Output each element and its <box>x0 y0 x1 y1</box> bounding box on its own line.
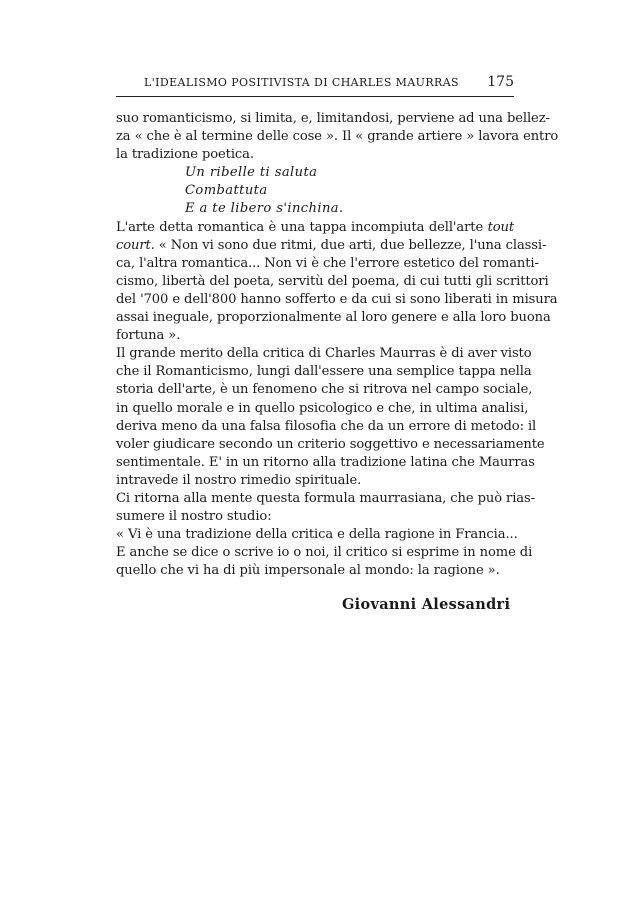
italic-text: tout <box>487 219 515 235</box>
verse-line: Un ribelle ti saluta <box>185 165 318 181</box>
text-line: « Vi è una tradizione della critica e della ragione in Francia... <box>116 527 518 543</box>
text-line: sumere il nostro studio: <box>116 509 272 525</box>
verse-line: E a te libero s'inchina. <box>185 201 344 217</box>
text-line: la tradizione poetica. <box>116 147 254 163</box>
text-line: quello che vi ha di più impersonale al mondo: la ragione ». <box>116 563 500 579</box>
text-line: za « che è al termine delle cose ». Il « grande artiere » lavora entro <box>116 129 559 145</box>
text-line <box>116 219 514 237</box>
text-line <box>116 237 547 255</box>
text-line: voler giudicare secondo un criterio soggettivo e necessariamente <box>116 436 545 452</box>
article-body <box>116 110 559 580</box>
text-line: sentimentale. E' in un ritorno alla tradizione latina che Maurras <box>116 454 535 470</box>
text-fragment: « Non vi sono due ritmi, due arti, due bellezze, l'una classi- <box>154 237 547 253</box>
running-header <box>116 74 514 97</box>
text-line: assai ineguale, proporzionalmente al loro genere e alla loro buona <box>116 310 551 326</box>
italic-text: court. <box>116 237 155 253</box>
text-line: Ci ritorna alla mente questa formula maurrasiana, che può rias- <box>116 490 535 506</box>
text-line: fortuna ». <box>116 328 181 344</box>
text-line: Il grande merito della critica di Charles Maurras è di aver visto <box>116 346 532 362</box>
text-line: ca, l'altra romantica... Non vi è che l'errore estetico del romanti- <box>116 255 539 271</box>
text-line: intravede il nostro rimedio spirituale. <box>116 472 362 488</box>
text-line: del '700 e dell'800 hanno sofferto e da cui si sono liberati in misura <box>116 291 558 307</box>
text-line: in quello morale e in quello psicologico e che, in ultima analisi, <box>116 400 529 416</box>
page-number: 175 <box>487 74 514 90</box>
text-line: suo romanticismo, si limita, e, limitandosi, perviene ad una bellez- <box>116 111 550 126</box>
running-title: L'IDEALISMO POSITIVISTA DI CHARLES MAURRAS <box>144 76 459 89</box>
text-line: E anche se dice o scrive io o noi, il critico si esprime in nome di <box>116 545 533 561</box>
text-line: cismo, libertà del poeta, servitù del poema, di cui tutti gli scrittori <box>116 273 549 289</box>
author-signature: Giovanni Alessandri <box>342 596 511 613</box>
verse-line: Combattuta <box>185 183 268 199</box>
text-line: deriva meno da una falsa filosofia che da un errore di metodo: il <box>116 418 537 434</box>
text-line: che il Romanticismo, lungi dall'essere una semplice tappa nella <box>116 364 532 380</box>
paragraph-start-text: L'arte detta romantica è una tappa incompiuta dell'arte <box>116 219 484 235</box>
text-line: storia dell'arte, è un fenomeno che si ritrova nel campo sociale, <box>116 382 533 398</box>
